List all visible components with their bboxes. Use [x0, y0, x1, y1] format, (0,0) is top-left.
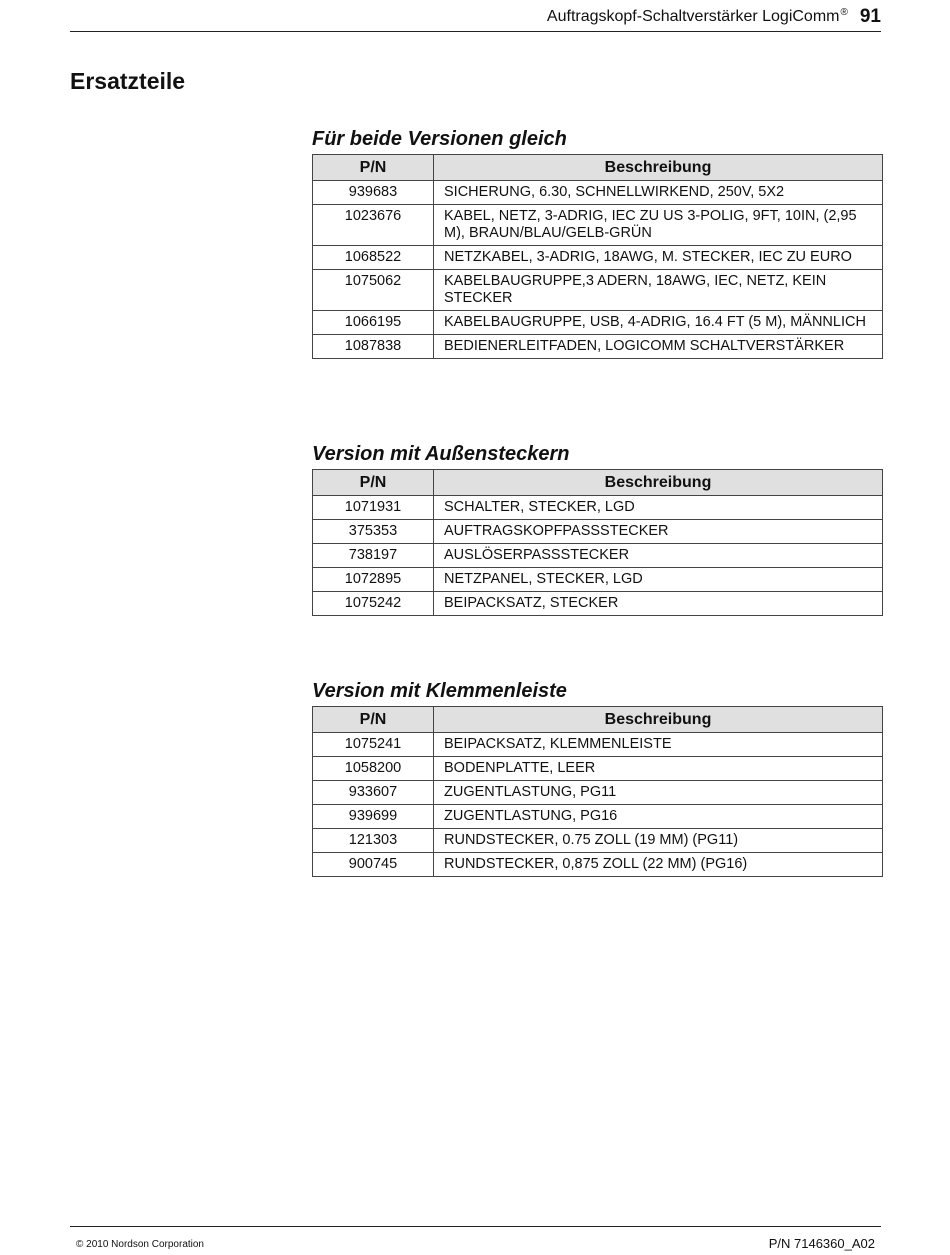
page-header — [70, 0, 881, 32]
column-header-description: Beschreibung — [434, 707, 883, 733]
part-number-cell: 1068522 — [313, 246, 434, 270]
description-cell: AUSLÖSERPASSSTECKER — [434, 544, 883, 568]
table-title: Für beide Versionen gleich — [312, 128, 567, 150]
parts-table — [312, 469, 883, 616]
table-block-common — [312, 128, 882, 359]
table-title: Version mit Klemmenleiste — [312, 680, 567, 702]
description-cell: KABELBAUGRUPPE, USB, 4-ADRIG, 16.4 FT (5 M), MÄNNLICH — [434, 311, 883, 335]
table-row — [313, 246, 883, 270]
part-number-cell: 1075241 — [313, 733, 434, 757]
page-footer — [70, 1226, 881, 1255]
part-number-cell: 375353 — [313, 520, 434, 544]
part-number-cell: 1075062 — [313, 270, 434, 311]
registered-mark: ® — [840, 7, 848, 18]
description-cell: NETZKABEL, 3-ADRIG, 18AWG, M. STECKER, IEC ZU EURO — [434, 246, 883, 270]
table-row — [313, 496, 883, 520]
table-row — [313, 592, 883, 616]
description-cell: RUNDSTECKER, 0.75 ZOLL (19 MM) (PG11) — [434, 829, 883, 853]
column-header-pn: P/N — [313, 155, 434, 181]
column-header-pn: P/N — [313, 707, 434, 733]
part-number-cell: 1075242 — [313, 592, 434, 616]
part-number-cell: 939683 — [313, 181, 434, 205]
table-block-external-connectors — [312, 443, 882, 616]
table-row — [313, 544, 883, 568]
document-part-number: P/N 7146360_A02 — [768, 1236, 875, 1251]
table-header-row — [313, 155, 883, 181]
column-header-description: Beschreibung — [434, 155, 883, 181]
table-row — [313, 270, 883, 311]
part-number-cell: 900745 — [313, 853, 434, 877]
description-cell: KABELBAUGRUPPE,3 ADERN, 18AWG, IEC, NETZ, KEIN STECKER — [434, 270, 883, 311]
table-row — [313, 335, 883, 359]
table-block-terminal-strip — [312, 680, 882, 877]
description-cell: NETZPANEL, STECKER, LGD — [434, 568, 883, 592]
section-title: Ersatzteile — [70, 68, 186, 94]
description-cell: SICHERUNG, 6.30, SCHNELLWIRKEND, 250V, 5X2 — [434, 181, 883, 205]
description-cell: KABEL, NETZ, 3-ADRIG, IEC ZU US 3-POLIG, 9FT, 10IN, (2,95 M), BRAUN/BLAU/GELB-GRÜN — [434, 205, 883, 246]
parts-table — [312, 154, 883, 359]
table-title: Version mit Außensteckern — [312, 443, 570, 465]
description-cell: BEDIENERLEITFADEN, LOGICOMM SCHALTVERSTÄRKER — [434, 335, 883, 359]
description-cell: RUNDSTECKER, 0,875 ZOLL (22 MM) (PG16) — [434, 853, 883, 877]
table-row — [313, 781, 883, 805]
column-header-description: Beschreibung — [434, 470, 883, 496]
table-header-row — [313, 707, 883, 733]
part-number-cell: 933607 — [313, 781, 434, 805]
parts-table — [312, 706, 883, 877]
table-row — [313, 829, 883, 853]
part-number-cell: 1087838 — [313, 335, 434, 359]
description-cell: BODENPLATTE, LEER — [434, 757, 883, 781]
description-cell: ZUGENTLASTUNG, PG16 — [434, 805, 883, 829]
table-row — [313, 805, 883, 829]
part-number-cell: 1023676 — [313, 205, 434, 246]
description-cell: ZUGENTLASTUNG, PG11 — [434, 781, 883, 805]
description-cell: AUFTRAGSKOPFPASSSTECKER — [434, 520, 883, 544]
description-cell: SCHALTER, STECKER, LGD — [434, 496, 883, 520]
header-title: Auftragskopf-Schaltverstärker LogiComm® — [546, 7, 848, 25]
part-number-cell: 738197 — [313, 544, 434, 568]
table-row — [313, 520, 883, 544]
part-number-cell: 1071931 — [313, 496, 434, 520]
description-cell: BEIPACKSATZ, KLEMMENLEISTE — [434, 733, 883, 757]
part-number-cell: 121303 — [313, 829, 434, 853]
table-row — [313, 757, 883, 781]
description-cell: BEIPACKSATZ, STECKER — [434, 592, 883, 616]
part-number-cell: 1058200 — [313, 757, 434, 781]
part-number-cell: 1066195 — [313, 311, 434, 335]
table-row — [313, 568, 883, 592]
table-row — [313, 311, 883, 335]
copyright: © 2010 Nordson Corporation — [76, 1239, 204, 1250]
column-header-pn: P/N — [313, 470, 434, 496]
table-row — [313, 181, 883, 205]
table-row — [313, 205, 883, 246]
table-header-row — [313, 470, 883, 496]
part-number-cell: 1072895 — [313, 568, 434, 592]
table-row — [313, 733, 883, 757]
part-number-cell: 939699 — [313, 805, 434, 829]
table-row — [313, 853, 883, 877]
page-number: 91 — [859, 5, 881, 27]
